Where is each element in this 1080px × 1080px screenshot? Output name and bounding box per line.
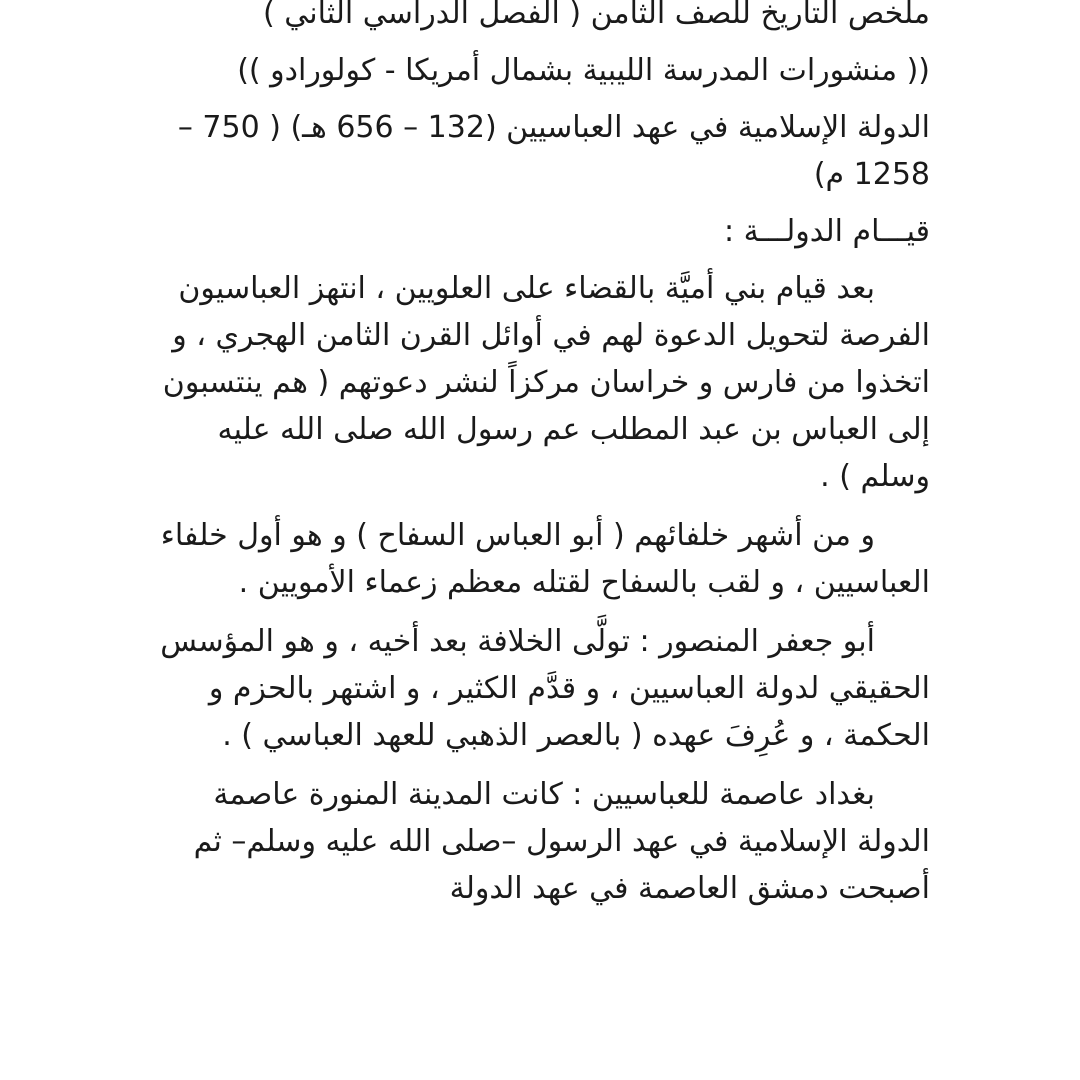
publisher-line: (( منشورات المدرسة الليبية بشمال أمريكا - كولورادو )) bbox=[237, 53, 930, 88]
document-body bbox=[140, 0, 930, 924]
paragraph-baghdad: بغداد عاصمة للعباسيين : كانت المدينة المنورة عاصمة الدولة الإسلامية في عهد الرسول –صلى الله عليه وسلم– ثم أصبحت دمشق العاصمة في عهد الدولة bbox=[193, 777, 930, 906]
section-title: قيـــام الدولـــة : bbox=[724, 214, 930, 249]
paragraph-founding: بعد قيام بني أميَّة بالقضاء على العلويين ، انتهز العباسيون الفرصة لتحويل الدعوة لهم في أوائل القرن الثامن الهجري ، و اتخذوا من فارس و خراسان مركزاً لنشر دعوتهم ( هم ينتسبون إلى العباس بن عبد المطلب عم رسول الله صلى الله عليه وسلم ) . bbox=[162, 271, 930, 494]
paragraph-saffah: و من أشهر خلفائهم ( أبو العباس السفاح ) و هو أول خلفاء العباسيين ، و لقب بالسفاح لقتله معظم زعماء الأمويين . bbox=[160, 518, 930, 600]
document-title: ملخص التاريخ للصف الثامن ( الفصل الدراسي الثاني ) bbox=[262, 0, 930, 31]
paragraph-mansour: أبو جعفر المنصور : تولَّى الخلافة بعد أخيه ، و هو المؤسس الحقيقي لدولة العباسيين ، و قدَّم الكثير ، و اشتهر بالحزم و الحكمة ، و عُرِفَ عهده ( بالعصر الذهبي للعهد العباسي ) . bbox=[160, 624, 930, 753]
section-heading: الدولة الإسلامية في عهد العباسيين (132 – 656 هـ) ( 750 – 1258 م) bbox=[177, 110, 930, 192]
